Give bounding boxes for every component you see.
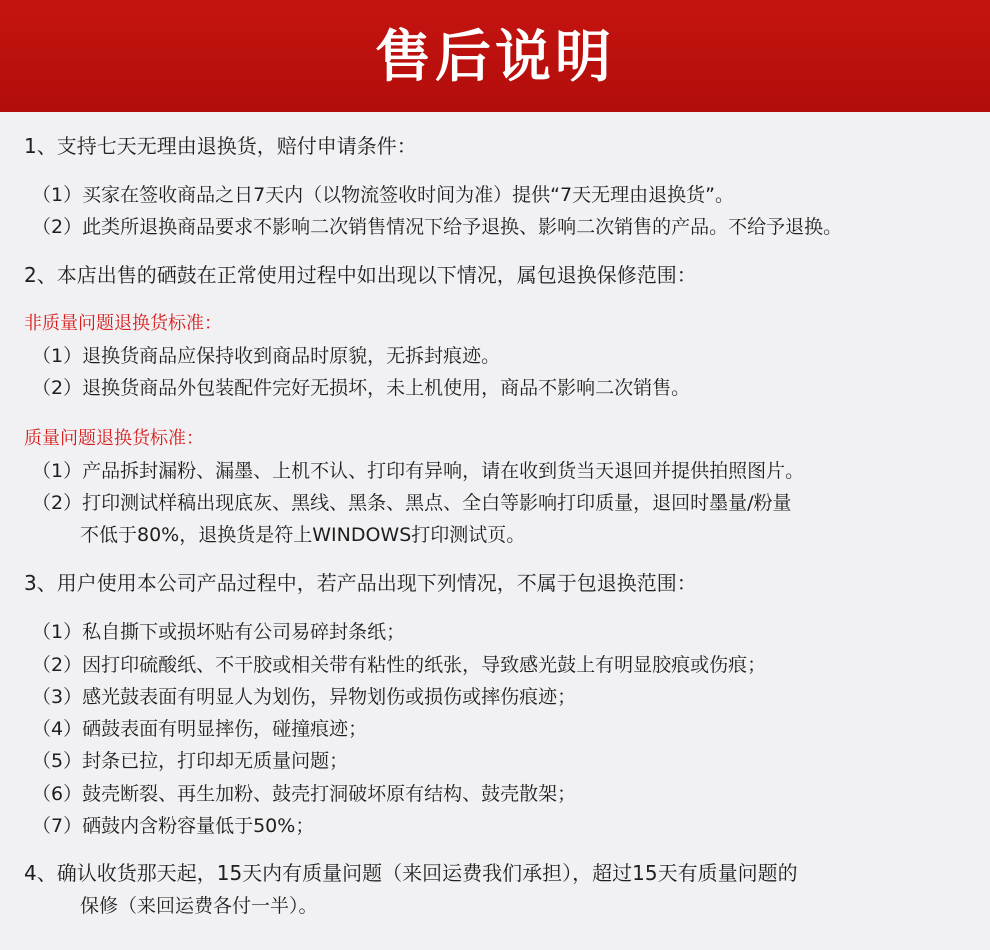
quality-item-2-continuation: 不低于80%，退换货是符上WINDOWS打印测试页。: [80, 524, 526, 546]
section-3-item-5: （5）封条已拉，打印却无质量问题；: [32, 750, 349, 772]
section-1-title: 1、支持七天无理由退换货，赔付申请条件：: [24, 134, 417, 158]
section-3-item-2: （2）因打印硫酸纸、不干胶或相关带有粘性的纸张，导致感光鼓上有明显胶痕或伤痕；: [32, 654, 767, 676]
section-4-continuation: 保修（来回运费各付一半）。: [80, 895, 318, 917]
section-1-item-1: （1）买家在签收商品之日7天内（以物流签收时间为准）提供“7天无理由退换货”。: [32, 184, 734, 206]
non-quality-item-2: （2）退换货商品外包装配件完好无损坏，未上机使用，商品不影响二次销售。: [32, 377, 691, 399]
section-3-item-4: （4）硒鼓表面有明显摔伤，碰撞痕迹；: [32, 718, 368, 740]
section-3-item-7: （7）硒鼓内含粉容量低于50%；: [32, 815, 315, 837]
section-1-item-2: （2）此类所退换商品要求不影响二次销售情况下给予退换、影响二次销售的产品。不给予退换。: [32, 216, 843, 238]
quality-item-1: （1）产品拆封漏粉、漏墨、上机不认、打印有异响，请在收到货当天退回并提供拍照图片。: [32, 460, 805, 482]
section-2-title: 2、本店出售的硒鼓在正常使用过程中如出现以下情况，属包退换保修范围：: [24, 263, 697, 287]
non-quality-item-1: （1）退换货商品应保持收到商品时原貌，无拆封痕迹。: [32, 345, 501, 367]
non-quality-standard-title: 非质量问题退换货标准：: [24, 313, 222, 334]
quality-standard-title: 质量问题退换货标准：: [24, 428, 204, 449]
header-banner: [0, 0, 990, 112]
section-3-item-1: （1）私自撕下或损坏贴有公司易碎封条纸；: [32, 621, 406, 643]
section-3-title: 3、用户使用本公司产品过程中，若产品出现下列情况，不属于包退换范围：: [24, 571, 697, 595]
section-3-item-3: （3）感光鼓表面有明显人为划伤，异物划伤或损伤或摔伤痕迹；: [32, 686, 577, 708]
quality-item-2: （2）打印测试样稿出现底灰、黑线、黑条、黑点、全白等影响打印质量，退回时墨量/粉量: [32, 492, 792, 514]
page-title: 售后说明: [375, 25, 615, 90]
section-3-item-6: （6）鼓壳断裂、再生加粉、鼓壳打洞破坏原有结构、鼓壳散架；: [32, 783, 577, 805]
section-4-title: 4、确认收货那天起，15天内有质量问题（来回运费我们承担），超过15天有质量问题的: [24, 861, 798, 885]
